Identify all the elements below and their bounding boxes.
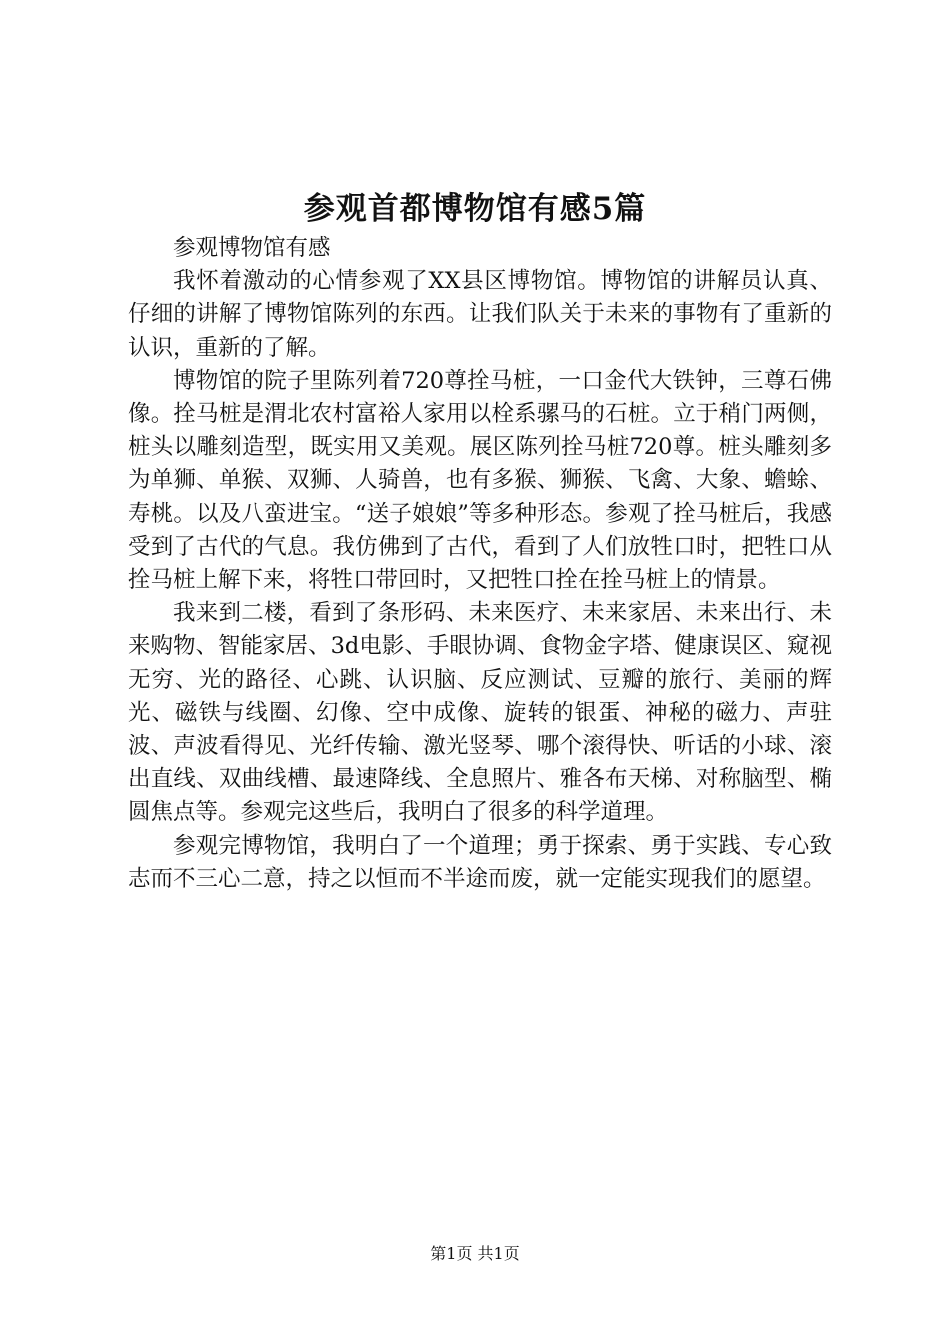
paragraph: 博物馆的院子里陈列着720尊拴马桩，一口金代大铁钟，三尊石佛像。拴马桩是渭北农村富裕人家用以栓系骡马的石桩。立于稍门两侧，桩头以雕刻造型，既实用又美观。展区陈列拴马桩720尊。桩头雕刻多为单狮、单猴、双狮、人骑兽，也有多猴、狮猴、飞禽、大象、蟾蜍、寿桃。以及八蛮进宝。“送子娘娘”等多种形态。参观了拴马桩后，我感受到了古代的气息。我仿佛到了古代，看到了人们放牲口时，把牲口从拴马桩上解下来，将牲口带回时，又把牲口拴在拴马桩上的情景。 bbox=[128, 367, 832, 594]
paragraph: 我怀着激动的心情参观了XX县区博物馆。博物馆的讲解员认真、仔细的讲解了博物馆陈列的东西。让我们队关于未来的事物有了重新的认识，重新的了解。 bbox=[128, 268, 832, 361]
paragraph: 我来到二楼，看到了条形码、未来医疗、未来家居、未来出行、未来购物、智能家居、3d电影、手眼协调、食物金字塔、健康误区、窥视无穷、光的路径、心跳、认识脑、反应测试、豆瓣的旅行、美丽的辉光、磁铁与线圈、幻像、空中成像、旋转的银蛋、神秘的磁力、声驻波、声波看得见、光纤传输、激光竖琴、哪个滚得快、听话的小球、滚出直线、双曲线槽、最速降线、全息照片、雅各布天梯、对称脑型、椭圆焦点等。参观完这些后，我明白了很多的科学道理。 bbox=[128, 600, 832, 826]
document-body bbox=[128, 232, 832, 896]
page-number-footer: 第1页 共1页 bbox=[430, 1244, 520, 1263]
document-subtitle: 参观博物馆有感 bbox=[173, 235, 331, 261]
paragraph: 参观完博物馆，我明白了一个道理；勇于探索、勇于实践、专心致志而不三心二意，持之以恒而不半途而废，就一定能实现我们的愿望。 bbox=[128, 832, 832, 892]
document-title: 参观首都博物馆有感5篇 bbox=[303, 191, 647, 227]
